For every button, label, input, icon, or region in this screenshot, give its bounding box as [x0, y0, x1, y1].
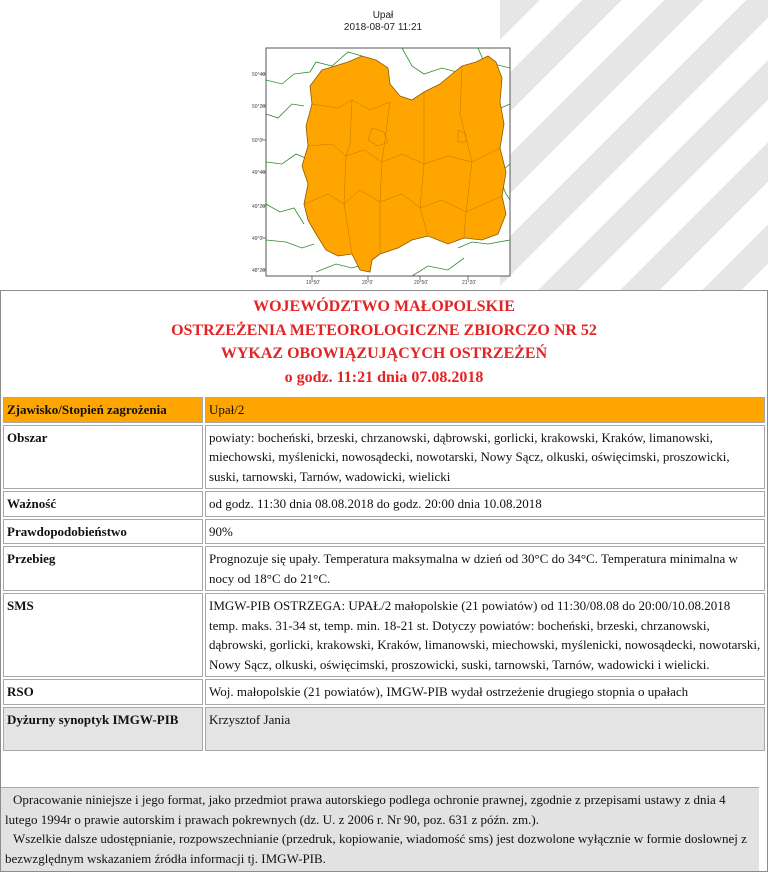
lat-label: 50°0' — [252, 138, 264, 144]
row-label-probability: Prawdopodobieństwo — [3, 519, 203, 545]
row-label-forecaster: Dyżurny synoptyk IMGW-PIB — [3, 707, 203, 751]
row-label-phenomenon: Zjawisko/Stopień zagrożenia — [3, 397, 203, 423]
table-row — [3, 491, 765, 517]
copyright-notice: Opracowanie niniejsze i jego format, jako przedmiot prawa autorskiego podlega ochronie prawnej, zgodnie z przepisami ustawy z dnia 4 lutego 1994r o prawie autorskim i prawach pokrewnych (dz. U. z 2006 r. Nr 90, poz. 631 z późn. zm.). — [5, 792, 726, 827]
table-row — [3, 679, 765, 705]
row-value-probability: 90% — [205, 519, 765, 545]
lon-label: 20°0' — [362, 280, 374, 284]
row-label-sms: SMS — [3, 593, 203, 677]
row-label-rso: RSO — [3, 679, 203, 705]
lat-label: 48°20' — [252, 268, 267, 274]
map-title: Upał — [372, 10, 394, 21]
table-row — [3, 519, 765, 545]
table-row — [3, 425, 765, 490]
background-stripes — [500, 0, 768, 290]
list-heading: WYKAZ OBOWIĄZUJĄCYCH OSTRZEŻEŃ — [220, 345, 548, 362]
row-label-course: Przebieg — [3, 546, 203, 591]
row-value-validity: od godz. 11:30 dnia 08.08.2018 do godz. 20:00 dnia 10.08.2018 — [205, 491, 765, 517]
row-value-rso: Woj. małopolskie (21 powiatów), IMGW-PIB wydał ostrzeżenie drugiego stopnia o upałach — [205, 679, 765, 705]
table-row — [3, 707, 765, 751]
row-label-validity: Ważność — [3, 491, 203, 517]
lon-label: 19°50' — [306, 280, 321, 284]
report-title — [1, 291, 767, 395]
lon-label: 20°50' — [414, 280, 429, 284]
row-value-area: powiaty: bocheński, brzeski, chrzanowski, dąbrowski, gorlicki, krakowski, Kraków, limanowski, miechowski, myślenicki, nowosądecki, nowotarski, Nowy Sącz, olkuski, oświęcimski, proszowicki, suski, tarnowski, Tarnów, wadowicki, wielicki — [205, 425, 765, 490]
lat-label: 50°40' — [252, 72, 267, 78]
row-value-course: Prognozuje się upały. Temperatura maksymalna w dzień od 30°C do 34°C. Temperatura minimalna w nocy od 18°C do 21°C. — [205, 546, 765, 591]
map-header — [300, 10, 466, 34]
issue-time-heading: o godz. 11:21 dnia 07.08.2018 — [284, 368, 484, 386]
map-svg — [252, 44, 520, 284]
lat-label: 50°20' — [252, 104, 267, 110]
warning-table — [1, 395, 767, 753]
lat-label: 49°40' — [252, 170, 267, 176]
row-label-area: Obszar — [3, 425, 203, 490]
lat-label: 49°20' — [252, 204, 267, 210]
map-datetime: 2018-08-07 11:21 — [343, 22, 423, 33]
distribution-notice: Wszelkie dalsze udostępnianie, rozpowszechnianie (przedruk, kopiowanie, wiadomość sms) jest dozwolone wyłącznie w formie doslownej z bezwzględnym wskazaniem źródła informacji tj. IMGW-PIB. — [5, 831, 747, 866]
table-row — [3, 546, 765, 591]
table-row — [3, 593, 765, 677]
row-value-sms: IMGW-PIB OSTRZEGA: UPAŁ/2 małopolskie (21 powiatów) od 11:30/08.08 do 20:00/10.08.2018 temp. maks. 31-34 st, temp. min. 18-21 st. Dotyczy powiatów: bocheński, brzeski, chrzanowski, dąbrowski, gorlicki, krakowski, Kraków, limanowski, miechowski, myślenicki, nowosądecki, nowotarski, Nowy Sącz, olkuski, oświęcimski, proszowicki, suski, tarnowski, Tarnów, wadowicki i wielicki. — [205, 593, 765, 677]
voivodeship-heading: WOJEWÓDZTWO MAŁOPOLSKIE — [253, 298, 515, 315]
lat-label: 49°0' — [252, 236, 264, 242]
row-value-phenomenon: Upał/2 — [205, 397, 765, 423]
table-row — [3, 397, 765, 423]
warning-map — [252, 44, 520, 284]
lon-label: 21°20' — [462, 280, 477, 284]
warning-report — [0, 290, 768, 872]
bulletin-heading: OSTRZEŻENIA METEOROLOGICZNE ZBIORCZO NR 52 — [171, 321, 597, 339]
copyright-footer — [1, 787, 759, 871]
row-value-forecaster: Krzysztof Jania — [205, 707, 765, 751]
